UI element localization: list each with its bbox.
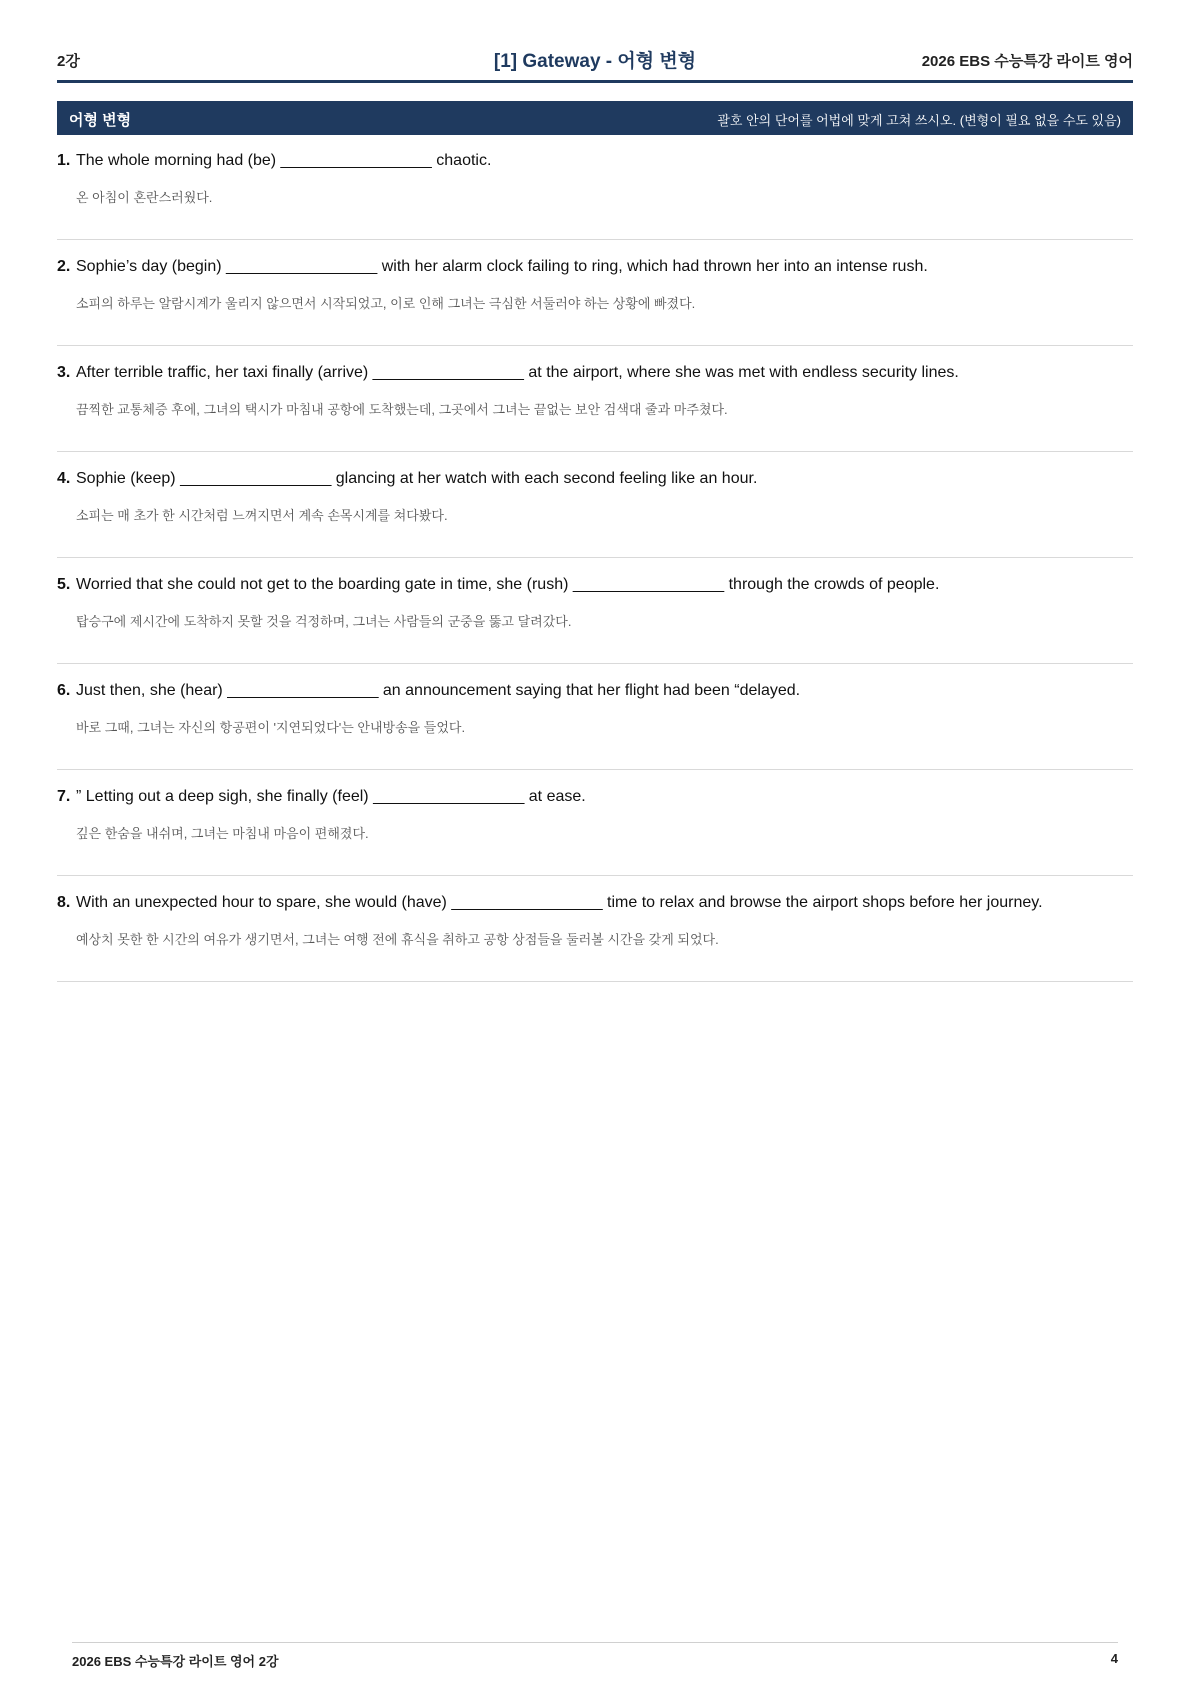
question-item-4 (57, 453, 1133, 558)
section-bar (57, 101, 1133, 135)
question-item-8 (57, 877, 1133, 982)
question-line (57, 258, 928, 276)
question-text: The whole morning had (be) _________________ chaotic. (76, 152, 492, 169)
question-line (57, 470, 757, 488)
question-list (57, 135, 1133, 982)
question-translation: 깊은 한숨을 내쉬며, 그녀는 마침내 마음이 편해졌다. (76, 826, 369, 841)
question-translation: 온 아침이 혼란스러웠다. (76, 190, 213, 205)
question-line (57, 682, 800, 700)
question-text: Sophie (keep) _________________ glancing at her watch with each second feeling like an hour. (76, 470, 758, 487)
question-translation: 탑승구에 제시간에 도착하지 못할 것을 걱정하며, 그녀는 사람들의 군중을 뚫고 달려갔다. (76, 614, 572, 629)
section-instruction: 괄호 안의 단어를 어법에 맞게 고쳐 쓰시오. (변형이 필요 없을 수도 있음) (717, 113, 1121, 128)
question-number: 3. (57, 364, 71, 381)
page-title: [1] Gateway - 어형 변형 (493, 51, 697, 72)
lesson-label: 2강 (57, 53, 80, 70)
question-item-7 (57, 771, 1133, 876)
question-item-5 (57, 559, 1133, 664)
question-text: Worried that she could not get to the boarding gate in time, she (rush) _________________ through the crowds of people. (76, 576, 940, 593)
question-line (57, 152, 491, 170)
question-number: 1. (57, 152, 71, 169)
question-line (57, 576, 939, 594)
page-footer (72, 1642, 1118, 1673)
footer-title: 2026 EBS 수능특강 라이트 영어 2강 (72, 1654, 279, 1669)
question-line (57, 894, 1043, 912)
question-number: 8. (57, 894, 71, 911)
question-translation: 소피는 매 초가 한 시간처럼 느껴지면서 계속 손목시계를 쳐다봤다. (76, 508, 448, 523)
question-number: 5. (57, 576, 71, 593)
question-number: 2. (57, 258, 71, 275)
question-text: Sophie’s day (begin) _________________ with her alarm clock failing to ring, which had thrown her into an intense rush. (76, 258, 928, 275)
question-translation: 바로 그때, 그녀는 자신의 항공편이 '지연되었다'는 안내방송을 들었다. (76, 720, 466, 735)
page-header (57, 44, 1133, 83)
book-title: 2026 EBS 수능특강 라이트 영어 (921, 53, 1133, 70)
question-number: 6. (57, 682, 71, 699)
question-number: 4. (57, 470, 71, 487)
question-line (57, 364, 959, 382)
page-number: 4 (1110, 1651, 1118, 1666)
question-text: After terrible traffic, her taxi finally (arrive) _________________ at the airport, where she was met with endless security lines. (76, 364, 959, 381)
question-item-3 (57, 347, 1133, 452)
section-title: 어형 변형 (69, 112, 132, 129)
question-item-1 (57, 135, 1133, 240)
question-text: With an unexpected hour to spare, she would (have) _________________ time to relax and browse the airport shops before her journey. (76, 894, 1043, 911)
question-translation: 소피의 하루는 알람시계가 울리지 않으면서 시작되었고, 이로 인해 그녀는 극심한 서둘러야 하는 상황에 빠졌다. (76, 296, 696, 311)
question-item-2 (57, 241, 1133, 346)
question-text: Just then, she (hear) _________________ an announcement saying that her flight had been “delayed. (76, 682, 801, 699)
question-item-6 (57, 665, 1133, 770)
question-translation: 끔찍한 교통체증 후에, 그녀의 택시가 마침내 공항에 도착했는데, 그곳에서 그녀는 끝없는 보안 검색대 줄과 마주쳤다. (76, 402, 728, 417)
question-translation: 예상치 못한 한 시간의 여유가 생기면서, 그녀는 여행 전에 휴식을 취하고 공항 상점들을 둘러볼 시간을 갖게 되었다. (76, 932, 719, 947)
question-text: ” Letting out a deep sigh, she finally (feel) _________________ at ease. (76, 788, 586, 805)
question-line (57, 788, 586, 806)
question-number: 7. (57, 788, 71, 805)
